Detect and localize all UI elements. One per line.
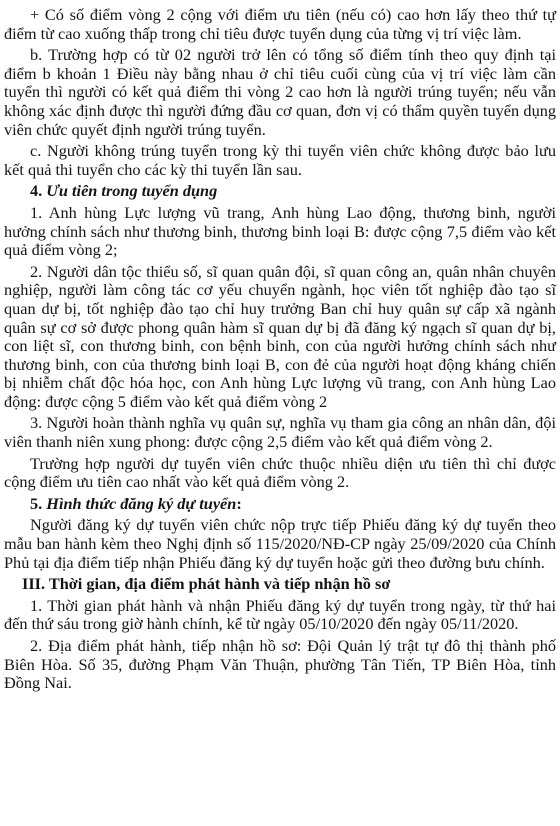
section-heading-registration-number: 5.	[30, 493, 43, 513]
section-heading-registration-colon: :	[236, 493, 242, 513]
section-heading-registration-label: Hình thức đăng ký dự tuyển	[46, 493, 237, 513]
section-heading-registration	[4, 495, 556, 514]
section-heading-priority-number: 4.	[30, 181, 43, 201]
paragraph-priority-3: 3. Người hoàn thành nghĩa vụ quân sự, nghĩa vụ tham gia công an nhân dân, đội viên thanh niên xung phong: được cộng 2,5 điểm vào kết quả điểm vòng 2.	[4, 413, 556, 452]
paragraph-time: 1. Thời gian phát hành và nhận Phiếu đăng ký dự tuyển trong ngày, từ thứ hai đến thứ sáu trong giờ hành chính, kể từ ngày 05/10/2020 đến ngày 05/11/2020.	[4, 595, 556, 634]
section-heading-time-place: III. Thời gian, địa điểm phát hành và tiếp nhận hồ sơ	[22, 574, 391, 594]
paragraph-ranking-rule: + Có số điểm vòng 2 cộng với điểm ưu tiên (nếu có) cao hơn lấy theo thứ tự điểm từ cao xuống thấp trong chỉ tiêu được tuyển dụng của từng vị trí việc làm.	[4, 5, 556, 43]
paragraph-priority-1: 1. Anh hùng Lực lượng vũ trang, Anh hùng Lao động, thương binh, người hưởng chính sách như thương binh, thương binh loại B: được cộng 7,5 điểm vào kết quả điểm vòng 2;	[4, 202, 556, 260]
paragraph-registration-method: Người đăng ký dự tuyển viên chức nộp trực tiếp Phiếu đăng ký dự tuyển theo mẫu ban hành kèm theo Nghị định số 115/2020/NĐ-CP ngày 25/09/2020 của Chính Phủ tại địa điểm tiếp nhận Phiếu đăng ký dự tuyển hoặc gửi theo đường bưu chính.	[4, 515, 556, 572]
paragraph-priority-2: 2. Người dân tộc thiểu số, sĩ quan quân đội, sĩ quan công an, quân nhân chuyên nghiệp, người làm công tác cơ yếu chuyển ngành, học viên tốt nghiệp đào tạo sĩ quan dự bị, tốt nghiệp đào tạo chỉ huy trưởng Ban chỉ huy quân sự cấp xã ngành quân sự cơ sở được phong quân hàm sĩ quan dự bị đã đăng ký ngạch sĩ quan dự bị, con liệt sĩ, con thương binh, con bệnh binh, con của người hưởng chính sách như thương binh, con của thương binh loại B, con đẻ của người hoạt động kháng chiến bị nhiễm chất độc hóa học, con Anh hùng Lực lượng vũ trang, con Anh hùng Lao động: được cộng 5 điểm vào kết quả điểm vòng 2	[4, 261, 556, 411]
paragraph-priority-multiple: Trường hợp người dự tuyển viên chức thuộc nhiều diện ưu tiên thì chỉ được cộng điểm ưu tiên cao nhất vào kết quả điểm vòng 2.	[4, 453, 556, 492]
paragraph-no-carryover: c. Người không trúng tuyển trong kỳ thi tuyển viên chức không được bảo lưu kết quả thi tuyển cho các kỳ thi tuyển lần sau.	[4, 141, 556, 179]
paragraph-place: 2. Địa điểm phát hành, tiếp nhận hồ sơ: Đội Quản lý trật tự đô thị thành phố Biên Hòa. Số 35, đường Phạm Văn Thuận, phường Tân Tiến, TP Biên Hòa, tỉnh Đồng Nai.	[4, 636, 556, 693]
section-heading-priority	[4, 182, 556, 201]
section-heading-priority-label: Ưu tiên trong tuyển dụng	[46, 181, 218, 201]
paragraph-tie-rule: b. Trường hợp có từ 02 người trở lên có tổng số điểm tính theo quy định tại điểm b khoản 1 Điều này bằng nhau ở chỉ tiêu cuối cùng của vị trí việc làm cần tuyển thì người có kết quả điểm thi vòng 2 cao hơn là người trúng tuyển; nếu vẫn không xác định được thì người đứng đầu cơ quan, đơn vị có thẩm quyền tuyển dụng viên chức quyết định người trúng tuyển.	[4, 45, 556, 139]
